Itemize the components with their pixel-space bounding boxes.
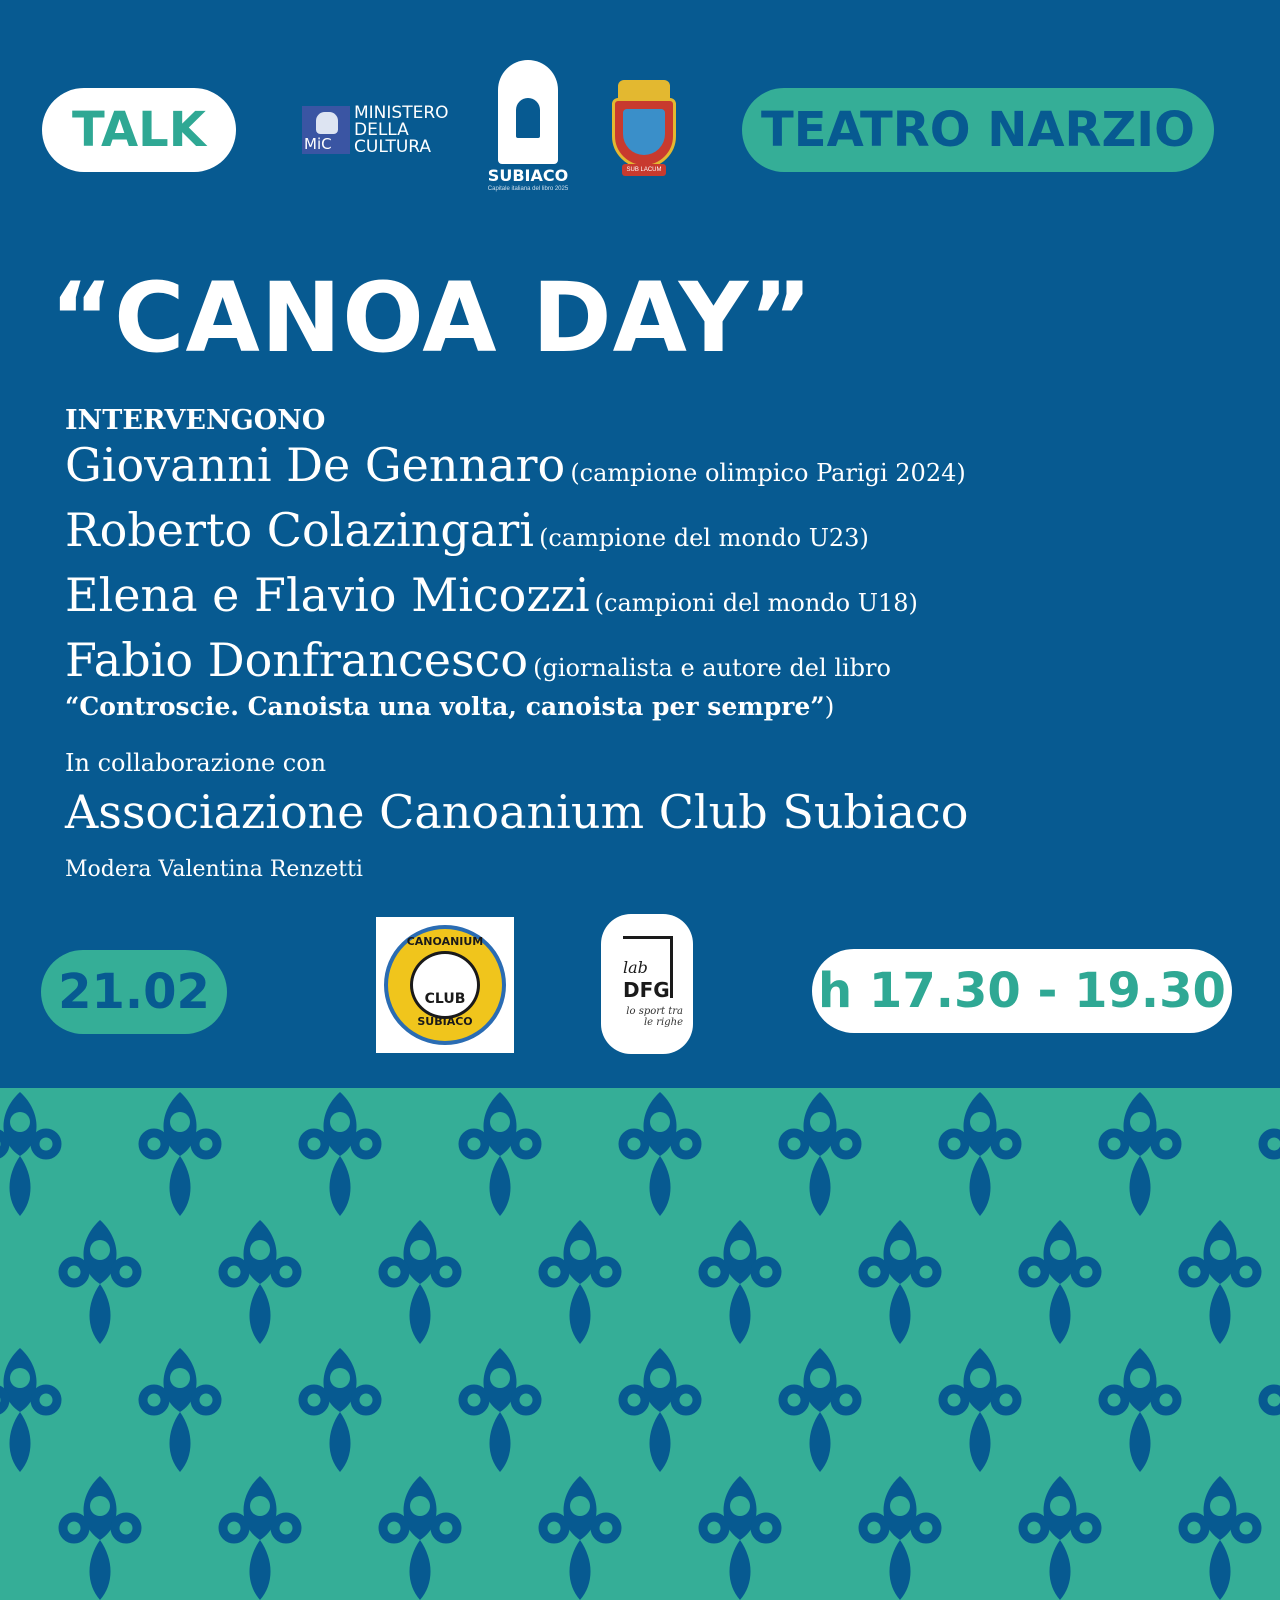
speaker-name: Roberto Colazingari [65, 503, 534, 557]
ornament-motif [143, 1348, 217, 1472]
date-badge [41, 950, 227, 1034]
ornament-motif [383, 1476, 457, 1600]
subiaco-logo [480, 60, 576, 200]
lab-word: lab [623, 958, 648, 977]
event-date: 21.02 [58, 964, 210, 1020]
collaboration-label: In collaborazione con [65, 749, 327, 777]
ornament-motif [703, 1476, 777, 1600]
venue-label: TEATRO NARZIO [761, 102, 1195, 158]
ornament-motif [943, 1348, 1017, 1472]
canoanium-ring-icon [384, 925, 506, 1045]
lab-tagline: lo sport tra le righe [626, 1006, 683, 1028]
ornament-motif [863, 1220, 937, 1344]
mic-line-3: CULTURA [354, 136, 432, 157]
ornament-motif [1023, 1476, 1097, 1600]
mic-wordmark [354, 102, 449, 157]
speaker-name: Elena e Flavio Micozzi [65, 568, 590, 622]
subiaco-name: SUBIACO [487, 166, 569, 185]
ornament-motif [1263, 1092, 1280, 1216]
time-badge [812, 949, 1232, 1033]
mic-line-1: MINISTERO [354, 102, 449, 123]
speaker-item [65, 633, 965, 698]
ornament-motif [383, 1220, 457, 1344]
speaker-item [65, 568, 965, 633]
ornament-motif [543, 1476, 617, 1600]
ornament-motif [783, 1348, 857, 1472]
speaker-role: (campione olimpico Parigi 2024) [570, 459, 966, 487]
ornament-motif [303, 1092, 377, 1216]
mic-line-2: DELLA [354, 119, 409, 140]
ornament-motif [543, 1220, 617, 1344]
ornament-motif [63, 1476, 137, 1600]
ornament-motif [143, 1092, 217, 1216]
ornament-motif [703, 1220, 777, 1344]
canoanium-club-text: CLUB [424, 991, 466, 1007]
ornament-motif [1263, 1348, 1280, 1472]
ornament-motif [943, 1092, 1017, 1216]
speakers-heading: INTERVENGONO [65, 405, 326, 436]
lab-brand: DFG [623, 978, 670, 1002]
event-time: h 17.30 - 19.30 [818, 963, 1226, 1019]
venue-badge [742, 88, 1214, 172]
lab-dfg-logo [601, 914, 693, 1054]
talk-badge [42, 88, 236, 172]
event-details [65, 404, 969, 884]
ornament-motif [783, 1092, 857, 1216]
crest-motto: SUB LACUM [622, 164, 666, 176]
speaker-name: Giovanni De Gennaro [65, 438, 566, 492]
ornament-motif [1023, 1220, 1097, 1344]
event-title: “CANOA DAY” [50, 262, 814, 374]
ornament-motif [1103, 1092, 1177, 1216]
canoanium-top-text: CANOANIUM [406, 935, 484, 948]
ministero-cultura-logo [302, 104, 454, 156]
ornament-motif [623, 1092, 697, 1216]
talk-label: TALK [72, 102, 206, 158]
moderator-credit: Modera Valentina Renzetti [65, 857, 363, 882]
mic-emblem-icon [302, 106, 350, 154]
decorative-pattern [0, 1088, 1280, 1600]
canoanium-bottom-text: SUBIACO [417, 1015, 473, 1028]
ornament-motif [863, 1476, 937, 1600]
speaker-item [65, 503, 965, 568]
ornament-motif [623, 1348, 697, 1472]
ornament-motif [303, 1348, 377, 1472]
canoanium-club-logo [376, 917, 514, 1053]
speaker-role: (campioni del mondo U18) [594, 589, 918, 617]
book-title [65, 692, 965, 722]
subiaco-tagline: Capitale italiana del libro 2025 [487, 186, 569, 192]
speaker-role: (giornalista e autore del libro [533, 654, 891, 682]
ornament-motif [223, 1220, 297, 1344]
ornament-motif [463, 1348, 537, 1472]
mic-abbr: MiC [304, 135, 332, 153]
speaker-name: Fabio Donfrancesco [65, 633, 529, 687]
ornament-motif [1183, 1476, 1257, 1600]
shield-icon [612, 98, 676, 168]
ornament-motif [1183, 1220, 1257, 1344]
ornament-motif [0, 1348, 57, 1472]
speaker-item [65, 438, 965, 503]
ornament-motif [223, 1476, 297, 1600]
canoeist-icon [410, 951, 480, 1019]
book-title-text: “Controscie. Canoista una volta, canoista per sempre” [65, 692, 825, 721]
ornament-motif [463, 1092, 537, 1216]
subiaco-arch-icon [498, 60, 558, 164]
ornament-motif [1103, 1348, 1177, 1472]
collaboration-organization: Associazione Canoanium Club Subiaco [65, 785, 969, 839]
town-crest-logo [604, 80, 684, 180]
ornament-motif [0, 1092, 57, 1216]
book-title-close: ) [824, 692, 835, 721]
ornament-pattern-icon [0, 1088, 1280, 1600]
speaker-role: (campione del mondo U23) [539, 524, 869, 552]
ornament-motif [63, 1220, 137, 1344]
